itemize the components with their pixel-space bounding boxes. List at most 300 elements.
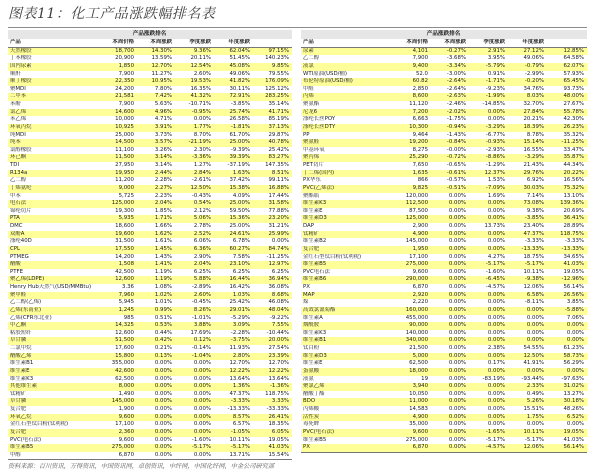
product-name-cell: 维生素E: [301, 360, 393, 368]
value-cell: 5,725: [100, 193, 137, 201]
value-cell: 0.00%: [469, 414, 508, 422]
product-name-cell: 维生素K3: [301, 330, 393, 338]
product-name-cell: 复合肥: [8, 406, 100, 414]
table-row: [8, 322, 292, 330]
value-cell: 18.39%: [508, 124, 547, 132]
product-name-cell: 甲醇: [8, 452, 100, 460]
product-name-cell: 布伦特原油(USD/桶): [301, 78, 393, 86]
product-name-cell: 煤: [301, 299, 393, 307]
value-cell: -21.19%: [175, 139, 214, 147]
product-name-cell: 蛋氨酸: [301, 368, 393, 376]
value-cell: 0.00%: [175, 421, 214, 429]
value-cell: 6.36%: [175, 246, 214, 254]
value-cell: -2.28%: [214, 330, 253, 338]
value-cell: 1,950: [393, 246, 431, 254]
value-cell: 4,900: [393, 414, 431, 422]
value-cell: 18,000: [393, 368, 431, 376]
value-cell: 5.06%: [175, 215, 214, 223]
value-cell: 18,700: [100, 47, 137, 55]
product-name-cell: 丁苯橡胶: [8, 55, 100, 63]
table-row: [301, 307, 587, 315]
value-cell: -1.36%: [253, 383, 292, 391]
table-row: [301, 63, 587, 71]
value-cell: -3.29%: [508, 154, 547, 162]
title-divider: [8, 27, 587, 28]
value-cell: -0.72%: [431, 154, 469, 162]
value-cell: 0.00%: [469, 315, 508, 323]
value-cell: 3.26%: [137, 147, 175, 155]
value-cell: 85.19%: [253, 116, 292, 124]
value-cell: -6.77%: [469, 132, 508, 140]
value-cell: 7.06%: [547, 315, 587, 323]
value-cell: 0.00%: [469, 337, 508, 345]
value-cell: 18,600: [100, 223, 137, 231]
value-cell: -9.23%: [469, 86, 508, 94]
value-cell: -0.43%: [175, 193, 214, 201]
value-cell: 1.85%: [137, 208, 175, 216]
value-cell: 2.27%: [137, 185, 175, 193]
value-cell: 6.52%: [547, 414, 587, 422]
value-cell: 1.61%: [137, 238, 175, 246]
product-name-cell: CPL: [8, 246, 100, 254]
table-row: [8, 307, 292, 315]
value-cell: 10,925: [100, 124, 137, 132]
table-row: [8, 330, 292, 338]
value-cell: 2.30%: [175, 147, 214, 155]
value-cell: 10.11%: [508, 429, 547, 437]
value-cell: 10,300: [393, 124, 431, 132]
value-cell: 62,500: [100, 376, 137, 384]
value-cell: 35.14%: [253, 101, 292, 109]
value-cell: 29.87%: [253, 132, 292, 140]
product-name-cell: Henry Hub天然气(USD/MMBtu): [8, 284, 100, 292]
value-cell: 10.95%: [137, 78, 175, 86]
value-cell: 97.15%: [253, 47, 292, 55]
table-row: [301, 116, 587, 124]
value-cell: 83.27%: [253, 154, 292, 162]
product-name-cell: 维生素A: [301, 315, 393, 323]
value-cell: 7.14%: [508, 193, 547, 201]
value-cell: -0.57%: [431, 177, 469, 185]
value-cell: 0.00%: [431, 238, 469, 246]
value-cell: 9,600: [393, 269, 431, 277]
value-cell: 1,850: [100, 63, 137, 71]
product-name-cell: 氯醇橡胶: [8, 147, 100, 155]
value-cell: -0.61%: [431, 170, 469, 178]
product-name-cell: 锦纶切片: [8, 208, 100, 216]
value-cell: 20.00%: [253, 337, 292, 345]
table-row: [301, 406, 587, 414]
product-name-cell: 维生素B5: [8, 444, 100, 452]
value-cell: 60.27%: [214, 246, 253, 254]
value-cell: 41.82%: [214, 78, 253, 86]
table-row: [8, 93, 292, 101]
table-row: [8, 414, 292, 422]
value-cell: 19.05%: [253, 437, 292, 445]
value-cell: 2,920: [393, 292, 431, 300]
value-cell: 12.97%: [253, 261, 292, 269]
value-cell: 59.50%: [214, 208, 253, 216]
value-cell: 12.50%: [508, 353, 547, 361]
product-name-cell: 聚氯乙烯: [301, 383, 393, 391]
value-cell: 0.00%: [175, 429, 214, 437]
value-cell: 125,000: [100, 200, 137, 208]
value-cell: 34.65%: [547, 254, 587, 262]
value-cell: 11,200: [100, 177, 137, 185]
value-cell: 30.03%: [508, 185, 547, 193]
value-cell: 55.78%: [547, 109, 587, 117]
value-cell: 0.00%: [431, 315, 469, 323]
value-cell: -11.25%: [547, 139, 587, 147]
value-cell: 49.06%: [508, 55, 547, 63]
value-cell: 275,000: [393, 437, 431, 445]
product-name-cell: WTI原油(USD/桶): [301, 71, 393, 79]
value-cell: 0.00%: [431, 292, 469, 300]
column-header: 本周涨跌: [431, 39, 469, 47]
value-cell: 90,000: [393, 322, 431, 330]
product-name-cell: 丁二烯(国内): [301, 170, 393, 178]
value-cell: -3.68%: [431, 55, 469, 63]
value-cell: 73.08%: [508, 200, 547, 208]
value-cell: 13.64%: [253, 376, 292, 384]
value-cell: 0.00%: [469, 307, 508, 315]
value-cell: 25.00%: [214, 223, 253, 231]
product-name-cell: 二甲苯: [8, 93, 100, 101]
value-cell: 9.38%: [508, 208, 547, 216]
value-cell: 87,500: [393, 208, 431, 216]
value-cell: 23.39%: [253, 353, 292, 361]
value-cell: 41.03%: [547, 437, 587, 445]
table-row: [301, 101, 587, 109]
product-name-cell: PX: [301, 284, 393, 292]
value-cell: 2.12%: [175, 208, 214, 216]
value-cell: 16.35%: [175, 86, 214, 94]
value-cell: 61.23%: [547, 345, 587, 353]
value-cell: 1.01%: [137, 299, 175, 307]
value-cell: 0.00%: [431, 193, 469, 201]
product-name-cell: 涤纶40D: [8, 238, 100, 246]
value-cell: 0.21%: [137, 345, 175, 353]
value-cell: 14,500: [100, 139, 137, 147]
value-cell: 8.78%: [508, 132, 547, 140]
value-cell: -12.96%: [547, 276, 587, 284]
product-name-cell: 烟酰胺: [301, 322, 393, 330]
value-cell: 14,200: [100, 254, 137, 262]
value-cell: 16.88%: [253, 185, 292, 193]
value-cell: 0.00%: [137, 368, 175, 376]
value-cell: 72.91%: [214, 93, 253, 101]
value-cell: 0.00%: [469, 398, 508, 406]
table-row: [301, 254, 587, 262]
value-cell: 12.06%: [508, 284, 547, 292]
column-header: 产品: [301, 39, 393, 47]
value-cell: 42.30%: [547, 116, 587, 124]
product-name-cell: 聚氨醛: [301, 139, 393, 147]
table-row: [301, 200, 587, 208]
value-cell: -2.89%: [175, 284, 214, 292]
value-cell: 355,000: [100, 360, 137, 368]
value-cell: 14,583: [393, 406, 431, 414]
value-cell: -3.33%: [547, 238, 587, 246]
value-cell: 1.53%: [469, 177, 508, 185]
value-cell: 27.84%: [508, 109, 547, 117]
value-cell: 33.47%: [547, 147, 587, 155]
value-cell: 3.95%: [469, 55, 508, 63]
value-cell: 8.57%: [214, 414, 253, 422]
value-cell: 19,950: [100, 170, 137, 178]
product-name-cell: 国内尿素: [8, 63, 100, 71]
product-name-cell: 顺丁橡胶: [8, 78, 100, 86]
value-cell: 6.06%: [175, 238, 214, 246]
value-cell: -2.64%: [431, 78, 469, 86]
table-row: [301, 93, 587, 101]
value-cell: 6.57%: [214, 421, 253, 429]
value-cell: 79.55%: [253, 71, 292, 79]
value-cell: 21,500: [393, 345, 431, 353]
value-cell: 145,000: [100, 398, 137, 406]
value-cell: -10.44%: [253, 330, 292, 338]
value-cell: 6,870: [100, 452, 137, 460]
value-cell: 160,000: [393, 307, 431, 315]
value-cell: 5,945: [100, 299, 137, 307]
table-row: [8, 223, 292, 231]
value-cell: 42,500: [100, 269, 137, 277]
value-cell: 29.01%: [214, 307, 253, 315]
value-cell: 0.00%: [431, 215, 469, 223]
value-cell: -0.84%: [431, 139, 469, 147]
product-name-cell: 维生素B1: [8, 360, 100, 368]
value-cell: 2.60%: [175, 71, 214, 79]
product-name-cell: PTFE: [8, 269, 100, 277]
value-cell: 0.00%: [508, 307, 547, 315]
value-cell: -5.79%: [469, 63, 508, 71]
value-cell: -1.60%: [469, 269, 508, 277]
value-cell: -37.19%: [214, 162, 253, 170]
value-cell: 30.18%: [547, 398, 587, 406]
product-name-cell: 金红石型钛白粉(钛利税): [301, 254, 393, 262]
value-cell: -1.01%: [175, 315, 214, 323]
value-cell: 0.00%: [431, 307, 469, 315]
value-cell: 2.78%: [175, 223, 214, 231]
value-cell: 25.42%: [253, 147, 292, 155]
value-cell: -0.51%: [431, 185, 469, 193]
value-cell: 1,508: [100, 261, 137, 269]
product-name-cell: 乙二醇(乙烯): [8, 299, 100, 307]
value-cell: 51.45%: [214, 55, 253, 63]
table-row: [8, 437, 292, 445]
value-cell: 0.00%: [469, 299, 508, 307]
table-row: [8, 63, 292, 71]
product-name-cell: 液氨: [301, 376, 393, 384]
product-name-cell: 乙二醇: [301, 55, 393, 63]
value-cell: -5.17%: [175, 444, 214, 452]
value-cell: 61.70%: [214, 132, 253, 140]
value-cell: 0.00%: [137, 414, 175, 422]
value-cell: 3.57%: [137, 139, 175, 147]
value-cell: 1.66%: [137, 223, 175, 231]
value-cell: 455,000: [393, 315, 431, 323]
table-row: [8, 429, 292, 437]
value-cell: 10.11%: [214, 437, 253, 445]
product-name-cell: R134a: [8, 170, 100, 178]
product-name-cell: 顺酐: [8, 71, 100, 79]
value-cell: 0.00%: [431, 261, 469, 269]
value-cell: 1.19%: [137, 276, 175, 284]
value-cell: 0.54%: [175, 200, 214, 208]
product-name-cell: 高效氯氰菊酯: [301, 307, 393, 315]
table-row: [8, 116, 292, 124]
value-cell: 0.00%: [431, 345, 469, 353]
value-cell: 0.00%: [469, 383, 508, 391]
value-cell: 11.27%: [137, 71, 175, 79]
product-name-cell: 钛白粉: [301, 345, 393, 353]
value-cell: 0.00%: [431, 398, 469, 406]
value-cell: 11,000: [393, 398, 431, 406]
product-name-cell: 涤纶长丝POY: [301, 116, 393, 124]
value-cell: 2.23%: [137, 193, 175, 201]
product-name-cell: 乙烯(东南亚): [8, 307, 100, 315]
product-name-cell: 聚酯瓶: [301, 193, 393, 201]
table-row: [301, 345, 587, 353]
value-cell: 35.87%: [547, 154, 587, 162]
value-cell: 5.88%: [175, 276, 214, 284]
table-caption: 产品涨跌排名: [301, 30, 587, 39]
value-cell: -13.33%: [547, 246, 587, 254]
table-row: [301, 246, 587, 254]
table-row: [301, 132, 587, 140]
value-cell: 1.63%: [214, 170, 253, 178]
table-row: [301, 276, 587, 284]
value-cell: 31.58%: [253, 200, 292, 208]
value-cell: 0.00%: [137, 437, 175, 445]
value-cell: 145,000: [393, 238, 431, 246]
table-row: [8, 154, 292, 162]
product-name-cell: 纯MDI: [8, 132, 100, 140]
table-row: [8, 345, 292, 353]
price-change-table-left: [8, 30, 292, 460]
value-cell: 0.00%: [431, 223, 469, 231]
table-row: [8, 124, 292, 132]
value-cell: 27.12%: [508, 47, 547, 55]
table-row: [8, 315, 292, 323]
value-cell: 5,000: [393, 353, 431, 361]
value-cell: 51,500: [100, 337, 137, 345]
value-cell: 36.08%: [253, 284, 292, 292]
value-cell: 17.69%: [175, 330, 214, 338]
table-row: [8, 353, 292, 361]
value-cell: 9.36%: [175, 47, 214, 55]
value-cell: 44.34%: [547, 162, 587, 170]
value-cell: 41.32%: [175, 93, 214, 101]
value-cell: 125.12%: [253, 86, 292, 94]
value-cell: 25,000: [100, 132, 137, 140]
value-cell: 27,950: [100, 162, 137, 170]
product-name-cell: 丁烯氨纶: [8, 185, 100, 193]
value-cell: 62,500: [393, 360, 431, 368]
value-cell: 12.22%: [214, 368, 253, 376]
value-cell: 42,600: [100, 368, 137, 376]
value-cell: 0.00%: [547, 421, 587, 429]
value-cell: 16.55%: [508, 147, 547, 155]
product-name-cell: 聚丙烯: [301, 154, 393, 162]
value-cell: 41.03%: [253, 444, 292, 452]
value-cell: 7,200: [393, 109, 431, 117]
value-cell: -0.14%: [175, 345, 214, 353]
value-cell: 0.00%: [137, 360, 175, 368]
value-cell: -3.36%: [175, 154, 214, 162]
value-cell: 0.00%: [508, 421, 547, 429]
value-cell: 4,101: [393, 47, 431, 55]
table-row: [301, 231, 587, 239]
value-cell: 21.43%: [508, 162, 547, 170]
figure-title: 图表11：化工产品涨跌幅排名表: [8, 6, 216, 22]
value-cell: 23.20%: [253, 215, 292, 223]
product-name-cell: 维生素B5: [301, 437, 393, 445]
table-row: [301, 139, 587, 147]
product-name-cell: 聚甲醛: [8, 292, 100, 300]
value-cell: 0.00%: [431, 231, 469, 239]
value-cell: 0.00%: [431, 421, 469, 429]
value-cell: -1.29%: [469, 162, 508, 170]
value-cell: 48.00%: [547, 93, 587, 101]
product-name-cell: 涤纶长丝DTY: [301, 124, 393, 132]
value-cell: -0.20%: [508, 78, 547, 86]
value-cell: 8.70%: [175, 132, 214, 140]
value-cell: 0.00%: [431, 376, 469, 384]
value-cell: -2.93%: [469, 147, 508, 155]
value-cell: 26.58%: [214, 116, 253, 124]
value-cell: 5,935: [100, 215, 137, 223]
value-cell: 120,000: [393, 193, 431, 201]
table-row: [8, 162, 292, 170]
value-cell: 0.00%: [431, 353, 469, 361]
value-cell: 99.11%: [253, 177, 292, 185]
value-cell: 7,650: [393, 162, 431, 170]
table-row: [301, 337, 587, 345]
value-cell: 62.07%: [547, 63, 587, 71]
price-change-table-right: [301, 30, 587, 453]
value-cell: -0.65%: [431, 162, 469, 170]
value-cell: 8.26%: [175, 307, 214, 315]
table-header-row: [301, 39, 587, 47]
value-cell: -0.93%: [469, 139, 508, 147]
value-cell: 9,000: [100, 185, 137, 193]
value-cell: 2.84%: [175, 170, 214, 178]
value-cell: 4.27%: [469, 254, 508, 262]
value-cell: -3.33%: [214, 398, 253, 406]
table-row: [301, 208, 587, 216]
value-cell: -0.27%: [431, 47, 469, 55]
product-name-cell: 钛精矿: [301, 231, 393, 239]
table-row: [301, 193, 587, 201]
table-row: [301, 292, 587, 300]
table-row: [8, 238, 292, 246]
value-cell: 2,850: [393, 86, 431, 94]
value-cell: 13.27%: [547, 391, 587, 399]
value-cell: 8,600: [393, 93, 431, 101]
value-cell: -97.63%: [547, 376, 587, 384]
table-row: [8, 139, 292, 147]
table-row: [8, 452, 292, 460]
value-cell: 20.11%: [175, 55, 214, 63]
value-cell: 15.36%: [214, 215, 253, 223]
value-cell: 15.54%: [253, 452, 292, 460]
table-row: [301, 177, 587, 185]
table-row: [301, 322, 587, 330]
table-row: [8, 200, 292, 208]
value-cell: -2.64%: [431, 86, 469, 94]
value-cell: 0.51%: [137, 315, 175, 323]
